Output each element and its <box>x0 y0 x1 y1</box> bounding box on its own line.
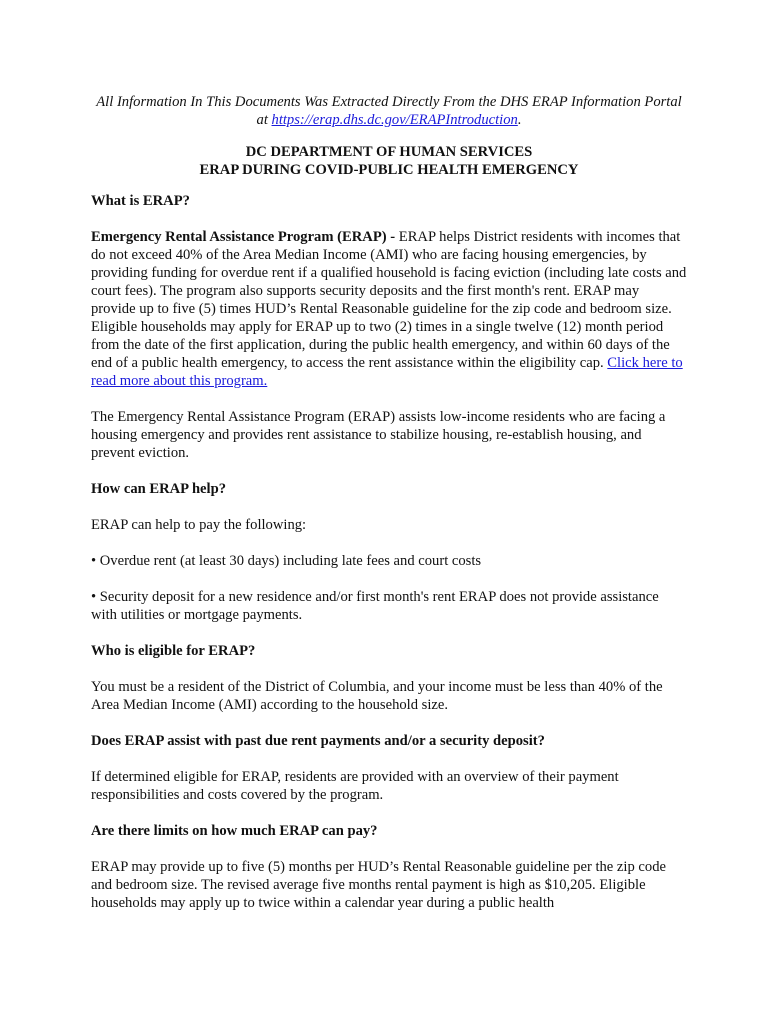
limits-text: ERAP may provide up to five (5) months per HUD’s Rental Reasonable guideline per the zip code and bedroom size. The revised average five months rental payment is high as $10,205. Eligible households may apply up to twice within a calendar year during a public health <box>91 859 666 911</box>
help-bullet-security-deposit: • Security deposit for a new residence and/or first month's rent ERAP does not provide assistance with utilities or mortgage payments. <box>91 589 659 623</box>
erap-summary: The Emergency Rental Assistance Program (ERAP) assists low-income residents who are facing a housing emergency and provides rent assistance to stabilize housing, re-establish housing, and prevent eviction. <box>91 409 666 461</box>
source-note-trail: . <box>517 112 522 128</box>
source-link[interactable]: https://erap.dhs.dc.gov/ERAPIntroduction <box>271 112 518 128</box>
document-title <box>91 143 687 179</box>
heading-how-can-erap-help: How can ERAP help? <box>91 481 227 497</box>
title-line-1: DC DEPARTMENT OF HUMAN SERVICES <box>245 144 533 160</box>
erap-description <box>91 228 687 390</box>
help-bullet-overdue-rent: • Overdue rent (at least 30 days) including late fees and court costs <box>91 553 482 569</box>
program-name: Emergency Rental Assistance Program (ERAP) - <box>91 229 396 245</box>
source-note-text: All Information In This Documents Was Extracted Directly From the DHS ERAP Information Portal at <box>96 94 682 128</box>
erap-description-text: ERAP helps District residents with incomes that do not exceed 40% of the Area Median Income (AMI) who are facing housing emergencies, by providing funding for overdue rent if a qualified household is facing eviction (including late costs and court fees). The program also supports security deposits and the first month's rent. ERAP may provide up to five (5) times HUD’s Rental Reasonable guideline for the zip code and bedroom size. Eligible households may apply for ERAP up to two (2) times in a single twelve (12) month period from the date of the first application, during the public health emergency, and within 60 days of the end of a public health emergency, to access the rent assistance within the eligibility cap. <box>91 229 687 371</box>
source-note <box>91 93 687 129</box>
title-line-2: ERAP DURING COVID-PUBLIC HEALTH EMERGENCY <box>199 162 579 178</box>
heading-limits: Are there limits on how much ERAP can pay? <box>91 823 378 839</box>
heading-past-due-rent: Does ERAP assist with past due rent payments and/or a security deposit? <box>91 733 545 749</box>
help-intro: ERAP can help to pay the following: <box>91 517 307 533</box>
past-due-text: If determined eligible for ERAP, residents are provided with an overview of their payment responsibilities and costs covered by the program. <box>91 769 619 803</box>
heading-what-is-erap: What is ERAP? <box>91 193 190 209</box>
read-more-link[interactable]: Click here to read more about this program. <box>91 355 683 389</box>
document-page <box>91 93 687 912</box>
eligibility-text: You must be a resident of the District of Columbia, and your income must be less than 40% of the Area Median Income (AMI) according to the household size. <box>91 679 663 713</box>
heading-who-is-eligible: Who is eligible for ERAP? <box>91 643 256 659</box>
